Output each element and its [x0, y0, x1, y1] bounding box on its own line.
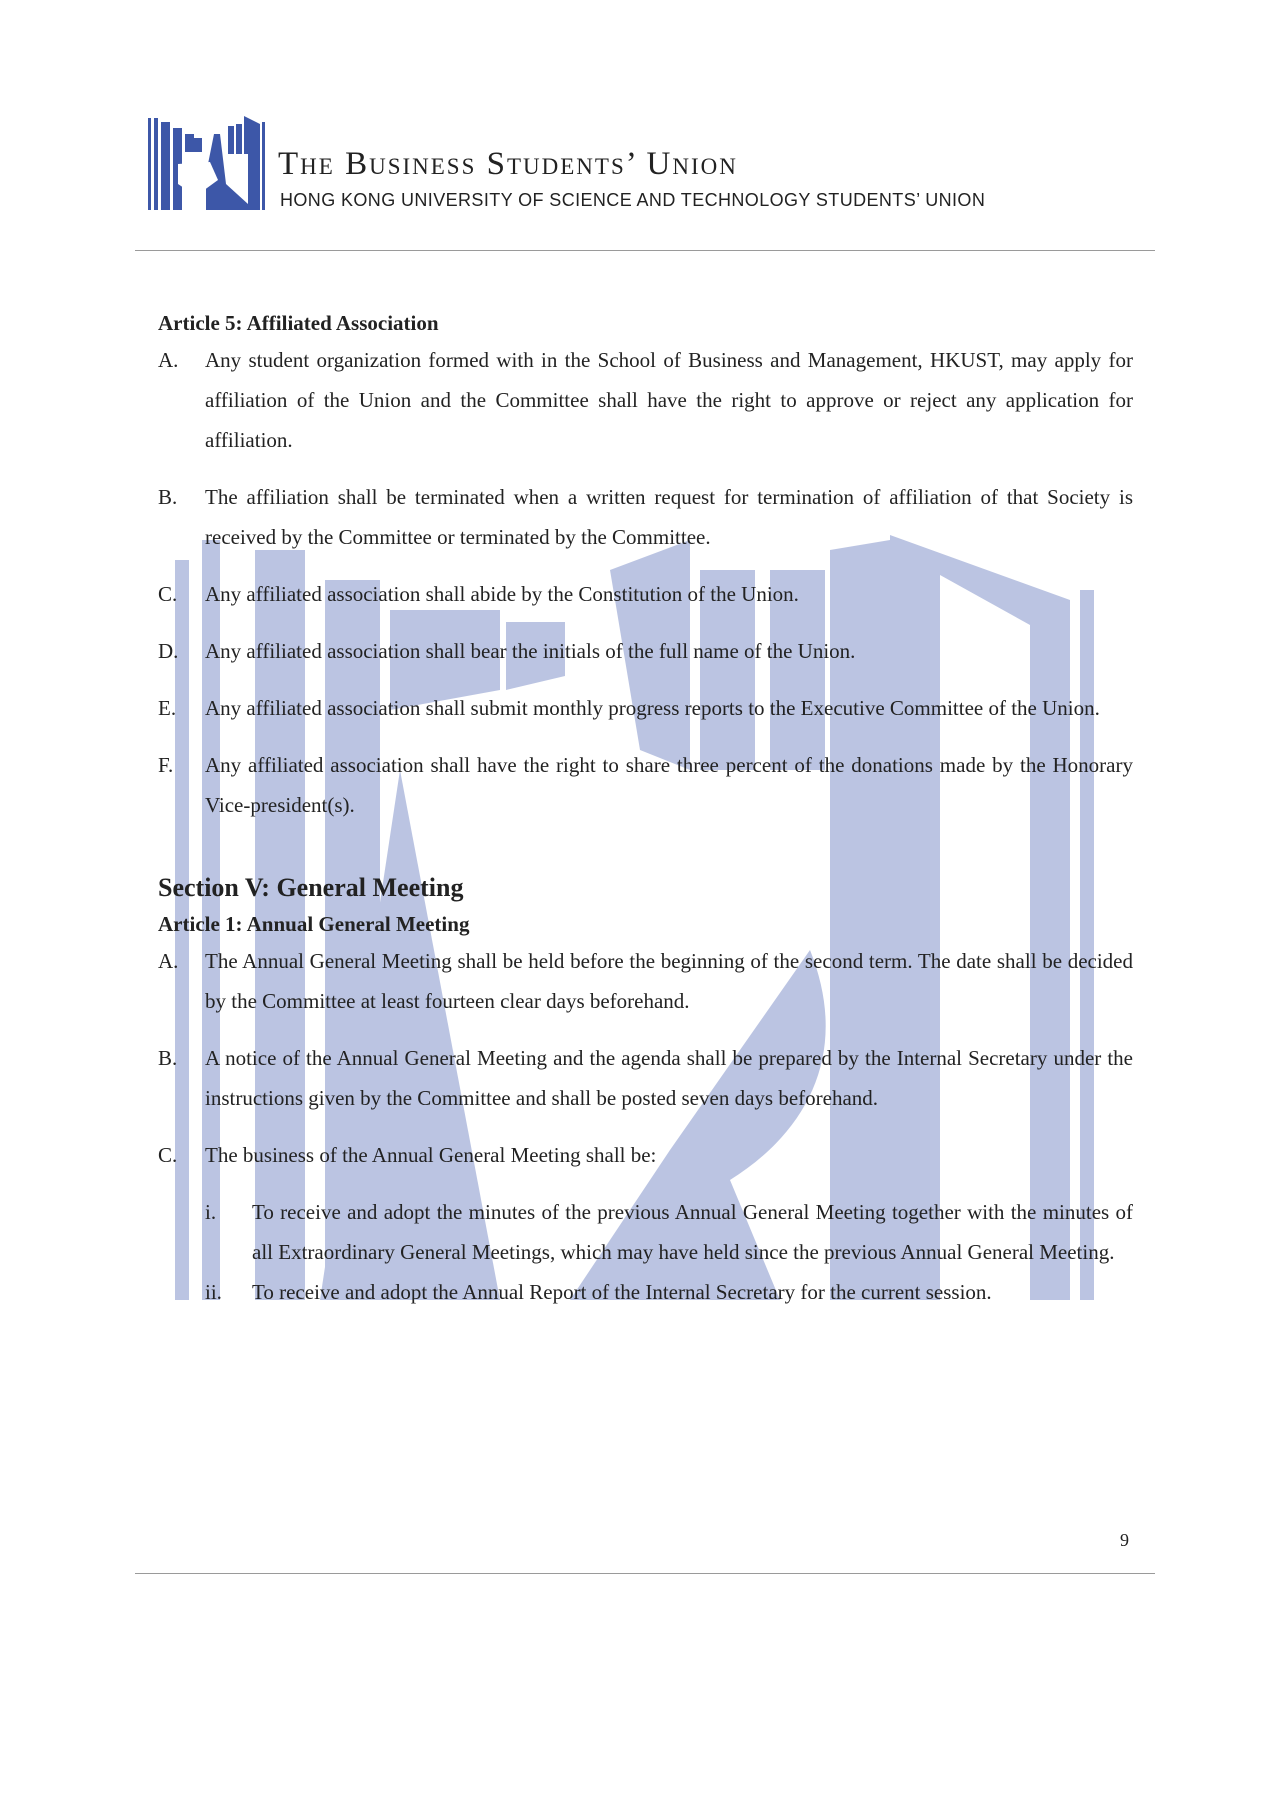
article-1-title: Article 1: Annual General Meeting: [158, 912, 470, 936]
list-marker: A.: [158, 949, 179, 973]
article-5-title: Article 5: Affiliated Association: [158, 311, 439, 335]
list-marker: A.: [158, 348, 179, 372]
list-marker: C.: [158, 1143, 178, 1167]
list-item: [158, 688, 1133, 728]
sub-list-item: [205, 1272, 1133, 1312]
list-text: Any affiliated association shall have the right to share three percent of the donations made by the Honorary Vice-president(s).: [205, 753, 1133, 817]
list-marker: E.: [158, 696, 177, 720]
footer-divider: [135, 1573, 1155, 1574]
list-item: [158, 340, 1133, 460]
sub-list-text: To receive and adopt the minutes of the previous Annual General Meeting together with the minutes of all Extraordinary General Meetings, which may have held since the previous Annual General Meeting.: [252, 1200, 1133, 1264]
list-marker: F.: [158, 753, 174, 777]
list-text: Any affiliated association shall bear the initials of the full name of the Union.: [205, 639, 856, 663]
list-item: [158, 1135, 1133, 1175]
sub-list: [205, 1192, 1133, 1312]
list-text: The business of the Annual General Meeting shall be:: [205, 1143, 657, 1167]
document-body: [158, 306, 1133, 1312]
list-text: The Annual General Meeting shall be held before the beginning of the second term. The date shall be decided by the Committee at least fourteen clear days beforehand.: [205, 949, 1133, 1013]
sub-list-text: To receive and adopt the Annual Report of the Internal Secretary for the current session.: [252, 1280, 992, 1304]
union-logo: [148, 114, 268, 214]
list-item: [158, 941, 1133, 1021]
sub-list-marker: i.: [205, 1200, 217, 1224]
list-marker: B.: [158, 1046, 178, 1070]
list-marker: C.: [158, 582, 178, 606]
list-item: [158, 477, 1133, 557]
sub-list-item: [205, 1192, 1133, 1272]
section-5-title: Section V: General Meeting: [158, 873, 464, 902]
list-text: Any student organization formed with in the School of Business and Management, HKUST, may apply for affiliation of the Union and the Committee shall have the right to approve or reject any application for affiliation.: [205, 348, 1133, 452]
list-marker: D.: [158, 639, 179, 663]
header-divider: [135, 250, 1155, 251]
list-text: Any affiliated association shall submit monthly progress reports to the Executive Committee of the Union.: [205, 696, 1100, 720]
list-item: [158, 631, 1133, 671]
list-text: A notice of the Annual General Meeting and the agenda shall be prepared by the Internal Secretary under the instructions given by the Committee and shall be posted seven days beforehand.: [205, 1046, 1133, 1110]
union-title: The Business Students’ Union: [278, 146, 738, 182]
list-text: The affiliation shall be terminated when a written request for termination of affiliation of that Society is received by the Committee or terminated by the Committee.: [205, 485, 1133, 549]
sub-list-marker: ii.: [205, 1280, 222, 1304]
list-item: [158, 1038, 1133, 1118]
list-text: Any affiliated association shall abide by the Constitution of the Union.: [205, 582, 799, 606]
list-item: [158, 574, 1133, 614]
list-marker: B.: [158, 485, 178, 509]
page-number: 9: [1120, 1530, 1129, 1550]
list-item: [158, 745, 1133, 825]
university-subtitle: HONG KONG UNIVERSITY OF SCIENCE AND TECHNOLOGY STUDENTS’ UNION: [280, 190, 986, 210]
